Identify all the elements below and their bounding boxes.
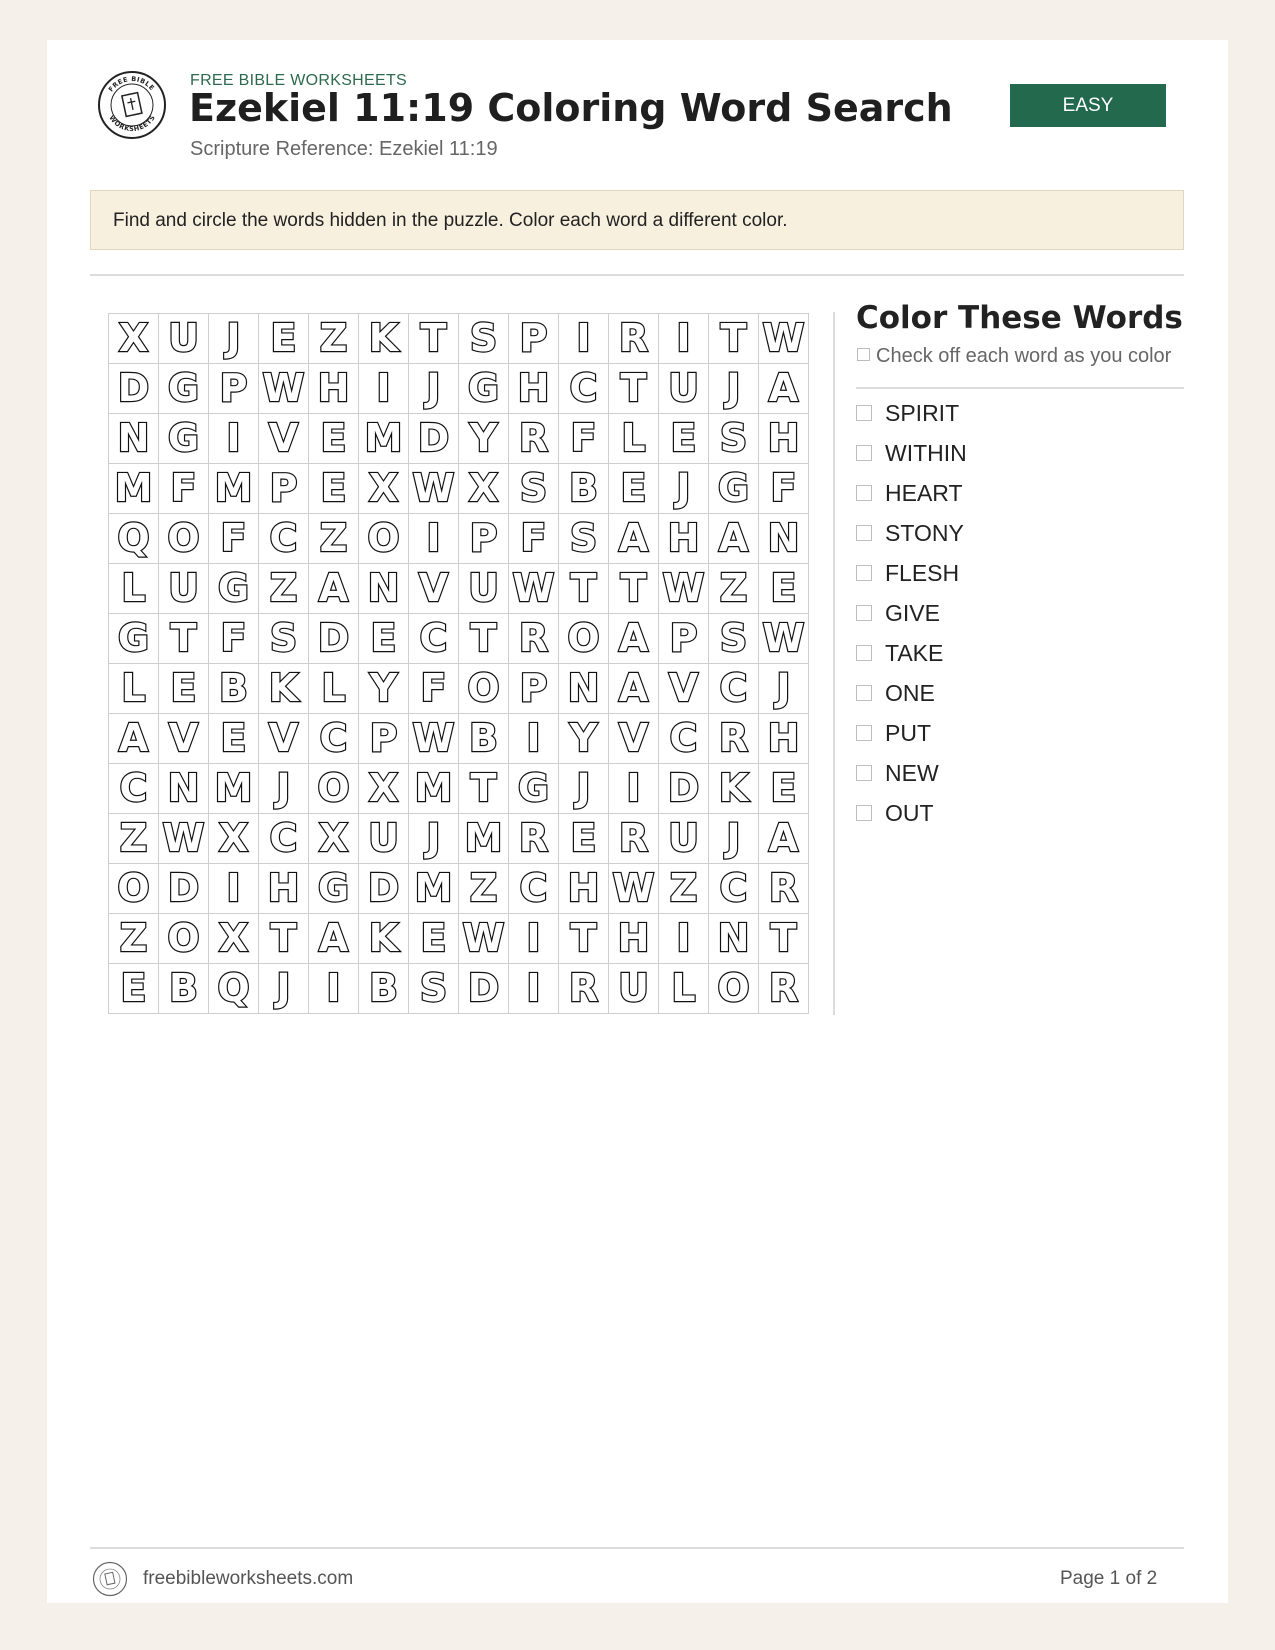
word-list-hint <box>857 345 1171 368</box>
word-list-divider <box>856 387 1184 389</box>
grid-cell[interactable]: M <box>359 414 409 464</box>
grid-cell[interactable]: L <box>609 414 659 464</box>
footer-divider <box>90 1547 1184 1549</box>
grid-cell[interactable]: T <box>159 614 209 664</box>
grid-cell[interactable]: T <box>259 914 309 964</box>
grid-cell[interactable]: S <box>709 614 759 664</box>
grid-cell[interactable]: U <box>459 564 509 614</box>
grid-cell[interactable]: V <box>159 714 209 764</box>
grid-cell[interactable]: B <box>459 714 509 764</box>
grid-cell[interactable]: B <box>159 964 209 1014</box>
grid-cell[interactable]: Z <box>309 314 359 364</box>
grid-cell[interactable]: W <box>459 914 509 964</box>
grid-cell[interactable]: Z <box>709 564 759 614</box>
grid-cell[interactable]: H <box>759 714 809 764</box>
grid-cell[interactable]: E <box>409 914 459 964</box>
worksheet-page <box>47 40 1228 1603</box>
grid-cell[interactable]: M <box>409 764 459 814</box>
grid-cell[interactable]: X <box>109 314 159 364</box>
grid-cell[interactable]: Z <box>109 814 159 864</box>
grid-cell[interactable]: N <box>759 514 809 564</box>
grid-row <box>109 614 809 664</box>
grid-cell[interactable]: I <box>509 714 559 764</box>
grid-row <box>109 864 809 914</box>
grid-cell[interactable]: X <box>209 814 259 864</box>
grid-cell[interactable]: W <box>509 564 559 614</box>
grid-cell[interactable]: H <box>309 364 359 414</box>
column-divider <box>833 312 835 1015</box>
word-label: GIVE <box>885 599 940 626</box>
grid-cell[interactable]: O <box>109 864 159 914</box>
grid-cell[interactable]: D <box>459 964 509 1014</box>
word-list-item <box>856 713 967 753</box>
grid-cell[interactable]: Z <box>459 864 509 914</box>
grid-cell[interactable]: D <box>159 864 209 914</box>
grid-cell[interactable]: I <box>359 364 409 414</box>
grid-cell[interactable]: H <box>259 864 309 914</box>
grid-cell[interactable]: W <box>659 564 709 614</box>
grid-cell[interactable]: P <box>209 364 259 414</box>
word-label: STONY <box>885 519 964 546</box>
grid-cell[interactable]: I <box>559 314 609 364</box>
grid-cell[interactable]: G <box>309 864 359 914</box>
grid-cell[interactable]: J <box>709 814 759 864</box>
grid-cell[interactable]: E <box>259 314 309 364</box>
grid-cell[interactable]: Q <box>109 514 159 564</box>
grid-cell[interactable]: P <box>259 464 309 514</box>
grid-row <box>109 364 809 414</box>
grid-cell[interactable]: R <box>759 864 809 914</box>
word-label: OUT <box>885 799 934 826</box>
grid-cell[interactable]: M <box>209 464 259 514</box>
grid-cell[interactable]: J <box>559 764 609 814</box>
grid-cell[interactable]: G <box>709 464 759 514</box>
grid-cell[interactable]: T <box>559 914 609 964</box>
grid-cell[interactable]: S <box>459 314 509 364</box>
grid-cell[interactable]: A <box>759 364 809 414</box>
grid-cell[interactable]: D <box>109 364 159 414</box>
grid-cell[interactable]: F <box>759 464 809 514</box>
grid-cell[interactable]: U <box>659 814 709 864</box>
grid-cell[interactable]: E <box>759 564 809 614</box>
word-list-item <box>856 673 967 713</box>
grid-cell[interactable]: F <box>209 614 259 664</box>
grid-cell[interactable]: W <box>609 864 659 914</box>
word-label: NEW <box>885 759 939 786</box>
grid-cell[interactable]: S <box>509 464 559 514</box>
footer-logo-icon <box>92 1561 128 1597</box>
grid-cell[interactable]: T <box>609 364 659 414</box>
grid-cell[interactable]: P <box>509 664 559 714</box>
footer-website: freebibleworksheets.com <box>143 1568 354 1589</box>
grid-cell[interactable]: T <box>609 564 659 614</box>
word-label: TAKE <box>885 639 944 666</box>
word-list-item <box>856 513 967 553</box>
grid-cell[interactable]: G <box>159 364 209 414</box>
grid-cell[interactable]: L <box>659 964 709 1014</box>
grid-cell[interactable]: U <box>659 364 709 414</box>
grid-cell[interactable]: J <box>409 364 459 414</box>
difficulty-badge: EASY <box>1010 84 1166 127</box>
grid-cell[interactable]: M <box>459 814 509 864</box>
grid-cell[interactable]: F <box>409 664 459 714</box>
grid-cell[interactable]: T <box>459 614 509 664</box>
section-divider <box>90 274 1184 276</box>
grid-row <box>109 514 809 564</box>
grid-cell[interactable]: B <box>359 964 409 1014</box>
grid-cell[interactable]: L <box>109 564 159 614</box>
word-list-item <box>856 433 967 473</box>
grid-cell[interactable]: C <box>109 764 159 814</box>
grid-cell[interactable]: Z <box>259 564 309 614</box>
grid-row <box>109 814 809 864</box>
grid-cell[interactable]: E <box>109 964 159 1014</box>
grid-row <box>109 314 809 364</box>
grid-cell[interactable]: D <box>659 764 709 814</box>
grid-row <box>109 464 809 514</box>
footer-page-number: Page 1 of 2 <box>1060 1568 1158 1589</box>
grid-cell[interactable]: P <box>509 314 559 364</box>
grid-cell[interactable]: G <box>159 414 209 464</box>
grid-cell[interactable]: Z <box>309 514 359 564</box>
grid-cell[interactable]: F <box>159 464 209 514</box>
grid-cell[interactable]: D <box>409 414 459 464</box>
grid-cell[interactable]: I <box>509 914 559 964</box>
word-checkbox[interactable] <box>856 765 872 781</box>
grid-cell[interactable]: A <box>709 514 759 564</box>
grid-cell[interactable]: C <box>659 714 709 764</box>
grid-cell[interactable]: O <box>459 664 509 714</box>
grid-cell[interactable]: F <box>209 514 259 564</box>
word-checkbox[interactable] <box>856 445 872 461</box>
grid-cell[interactable]: V <box>609 714 659 764</box>
word-label: SPIRIT <box>885 399 960 426</box>
grid-cell[interactable]: Q <box>209 964 259 1014</box>
grid-cell[interactable]: I <box>309 964 359 1014</box>
instructions-box: Find and circle the words hidden in the puzzle. Color each word a different color. <box>90 190 1184 250</box>
grid-cell[interactable]: A <box>109 714 159 764</box>
grid-cell[interactable]: E <box>559 814 609 864</box>
word-list-item <box>856 593 967 633</box>
grid-cell[interactable]: U <box>359 814 409 864</box>
grid-cell[interactable]: O <box>359 514 409 564</box>
grid-cell[interactable]: S <box>259 614 309 664</box>
grid-cell[interactable]: W <box>759 314 809 364</box>
word-list-title: Color These Words <box>856 300 1183 336</box>
grid-cell[interactable]: T <box>559 564 609 614</box>
word-checkbox[interactable] <box>856 485 872 501</box>
grid-row <box>109 414 809 464</box>
grid-cell[interactable]: K <box>359 314 409 364</box>
grid-cell[interactable]: V <box>409 564 459 614</box>
grid-cell[interactable]: E <box>659 414 709 464</box>
grid-cell[interactable]: J <box>259 964 309 1014</box>
grid-cell[interactable]: R <box>709 714 759 764</box>
grid-cell[interactable]: R <box>509 814 559 864</box>
grid-cell[interactable]: E <box>609 464 659 514</box>
grid-cell[interactable]: J <box>759 664 809 714</box>
grid-cell[interactable]: G <box>109 614 159 664</box>
grid-cell[interactable]: N <box>709 914 759 964</box>
grid-cell[interactable]: I <box>659 314 709 364</box>
grid-cell[interactable]: E <box>359 614 409 664</box>
grid-cell[interactable]: S <box>409 964 459 1014</box>
grid-cell[interactable]: A <box>759 814 809 864</box>
grid-cell[interactable]: P <box>359 714 409 764</box>
grid-cell[interactable]: A <box>309 564 359 614</box>
grid-row <box>109 964 809 1014</box>
grid-cell[interactable]: B <box>559 464 609 514</box>
grid-cell[interactable]: C <box>409 614 459 664</box>
grid-cell[interactable]: C <box>709 864 759 914</box>
word-label: WITHIN <box>885 439 967 466</box>
grid-cell[interactable]: R <box>759 964 809 1014</box>
grid-cell[interactable]: J <box>409 814 459 864</box>
word-checkbox[interactable] <box>856 645 872 661</box>
grid-cell[interactable]: A <box>309 914 359 964</box>
grid-cell[interactable]: Y <box>559 714 609 764</box>
grid-cell[interactable]: N <box>559 664 609 714</box>
grid-cell[interactable]: C <box>259 514 309 564</box>
grid-row <box>109 664 809 714</box>
grid-cell[interactable]: J <box>659 464 709 514</box>
grid-cell[interactable]: P <box>659 614 709 664</box>
page-title: Ezekiel 11:19 Coloring Word Search <box>189 86 953 130</box>
grid-cell[interactable]: W <box>259 364 309 414</box>
word-checkbox[interactable] <box>856 725 872 741</box>
grid-cell[interactable]: Z <box>109 914 159 964</box>
word-list-item <box>856 553 967 593</box>
grid-cell[interactable]: R <box>609 314 659 364</box>
grid-cell[interactable]: O <box>709 964 759 1014</box>
grid-cell[interactable]: M <box>209 764 259 814</box>
grid-cell[interactable]: E <box>759 764 809 814</box>
grid-cell[interactable]: A <box>609 514 659 564</box>
grid-cell[interactable]: P <box>459 514 509 564</box>
grid-cell[interactable]: C <box>259 814 309 864</box>
grid-row <box>109 914 809 964</box>
grid-cell[interactable]: M <box>409 864 459 914</box>
grid-cell[interactable]: U <box>609 964 659 1014</box>
grid-cell[interactable]: S <box>709 414 759 464</box>
word-list-hint-text: Check off each word as you color <box>876 345 1172 367</box>
word-checkbox[interactable] <box>856 525 872 541</box>
grid-cell[interactable]: H <box>559 864 609 914</box>
word-label: HEART <box>885 479 963 506</box>
grid-cell[interactable]: F <box>559 414 609 464</box>
grid-cell[interactable]: Y <box>459 414 509 464</box>
grid-cell[interactable]: E <box>159 664 209 714</box>
grid-cell[interactable]: C <box>709 664 759 714</box>
grid-cell[interactable]: W <box>759 614 809 664</box>
grid-cell[interactable]: M <box>109 464 159 514</box>
grid-cell[interactable]: O <box>159 914 209 964</box>
grid-cell[interactable]: A <box>609 664 659 714</box>
grid-cell[interactable]: L <box>109 664 159 714</box>
grid-cell[interactable]: U <box>159 314 209 364</box>
grid-cell[interactable]: C <box>509 864 559 914</box>
grid-cell[interactable]: E <box>309 464 359 514</box>
grid-cell[interactable]: I <box>209 414 259 464</box>
grid-cell[interactable]: H <box>609 914 659 964</box>
grid-cell[interactable]: C <box>559 364 609 414</box>
grid-cell[interactable]: I <box>409 514 459 564</box>
checkbox-icon <box>857 348 870 361</box>
grid-cell[interactable]: W <box>159 814 209 864</box>
scripture-reference: Scripture Reference: Ezekiel 11:19 <box>190 138 498 160</box>
word-list-item <box>856 473 967 513</box>
grid-cell[interactable]: V <box>659 664 709 714</box>
grid-cell[interactable]: K <box>709 764 759 814</box>
grid-cell[interactable]: H <box>759 414 809 464</box>
grid-cell[interactable]: Z <box>659 864 709 914</box>
grid-cell[interactable]: W <box>409 714 459 764</box>
grid-cell[interactable]: X <box>209 914 259 964</box>
word-list-item <box>856 633 967 673</box>
grid-cell[interactable]: D <box>309 614 359 664</box>
brand-label: FREE BIBLE WORKSHEETS <box>190 72 408 89</box>
word-list-item <box>856 753 967 793</box>
grid-cell[interactable]: T <box>759 914 809 964</box>
grid-cell[interactable]: W <box>409 464 459 514</box>
grid-cell[interactable]: J <box>209 314 259 364</box>
grid-cell[interactable]: I <box>609 764 659 814</box>
grid-cell[interactable]: V <box>259 714 309 764</box>
grid-cell[interactable]: T <box>709 314 759 364</box>
grid-cell[interactable]: V <box>259 414 309 464</box>
word-label: ONE <box>885 679 935 706</box>
word-checkbox[interactable] <box>856 405 872 421</box>
grid-cell[interactable]: U <box>159 564 209 614</box>
word-list-item <box>856 793 967 833</box>
grid-cell[interactable]: G <box>509 764 559 814</box>
grid-cell[interactable]: X <box>459 464 509 514</box>
word-list <box>856 393 967 833</box>
grid-cell[interactable]: R <box>609 814 659 864</box>
grid-cell[interactable]: A <box>609 614 659 664</box>
grid-cell[interactable]: O <box>159 514 209 564</box>
grid-cell[interactable]: K <box>359 914 409 964</box>
grid-cell[interactable]: S <box>559 514 609 564</box>
word-list-item <box>856 393 967 433</box>
word-label: PUT <box>885 719 931 746</box>
grid-cell[interactable]: H <box>509 364 559 414</box>
grid-cell[interactable]: K <box>259 664 309 714</box>
grid-cell[interactable]: N <box>109 414 159 464</box>
grid-cell[interactable]: N <box>359 564 409 614</box>
grid-cell[interactable]: J <box>259 764 309 814</box>
grid-cell[interactable]: N <box>159 764 209 814</box>
word-checkbox[interactable] <box>856 805 872 821</box>
word-checkbox[interactable] <box>856 685 872 701</box>
svg-text:FREE BIBLE: FREE BIBLE <box>106 74 157 94</box>
grid-cell[interactable]: T <box>409 314 459 364</box>
grid-cell[interactable]: R <box>509 414 559 464</box>
grid-row <box>109 714 809 764</box>
word-label: FLESH <box>885 559 960 586</box>
grid-cell[interactable]: X <box>359 764 409 814</box>
grid-cell[interactable]: O <box>559 614 609 664</box>
grid-cell[interactable]: E <box>309 414 359 464</box>
grid-cell[interactable]: R <box>559 964 609 1014</box>
word-search-grid <box>108 313 809 1014</box>
grid-cell[interactable]: G <box>459 364 509 414</box>
grid-cell[interactable]: H <box>659 514 709 564</box>
grid-cell[interactable]: G <box>209 564 259 614</box>
grid-cell[interactable]: T <box>459 764 509 814</box>
grid-cell[interactable]: I <box>209 864 259 914</box>
grid-cell[interactable]: O <box>309 764 359 814</box>
grid-table <box>108 313 809 1014</box>
grid-cell[interactable]: Y <box>359 664 409 714</box>
grid-cell[interactable]: R <box>509 614 559 664</box>
grid-cell[interactable]: F <box>509 514 559 564</box>
grid-cell[interactable]: B <box>209 664 259 714</box>
grid-row <box>109 564 809 614</box>
grid-cell[interactable]: L <box>309 664 359 714</box>
grid-cell[interactable]: J <box>709 364 759 414</box>
word-checkbox[interactable] <box>856 605 872 621</box>
bible-logo-icon <box>97 70 167 140</box>
grid-cell[interactable]: C <box>309 714 359 764</box>
grid-cell[interactable]: X <box>359 464 409 514</box>
grid-cell[interactable]: E <box>209 714 259 764</box>
word-checkbox[interactable] <box>856 565 872 581</box>
grid-cell[interactable]: I <box>509 964 559 1014</box>
svg-text:WORKSHEETS: WORKSHEETS <box>107 113 157 134</box>
grid-row <box>109 764 809 814</box>
grid-cell[interactable]: D <box>359 864 409 914</box>
grid-cell[interactable]: I <box>659 914 709 964</box>
grid-cell[interactable]: X <box>309 814 359 864</box>
